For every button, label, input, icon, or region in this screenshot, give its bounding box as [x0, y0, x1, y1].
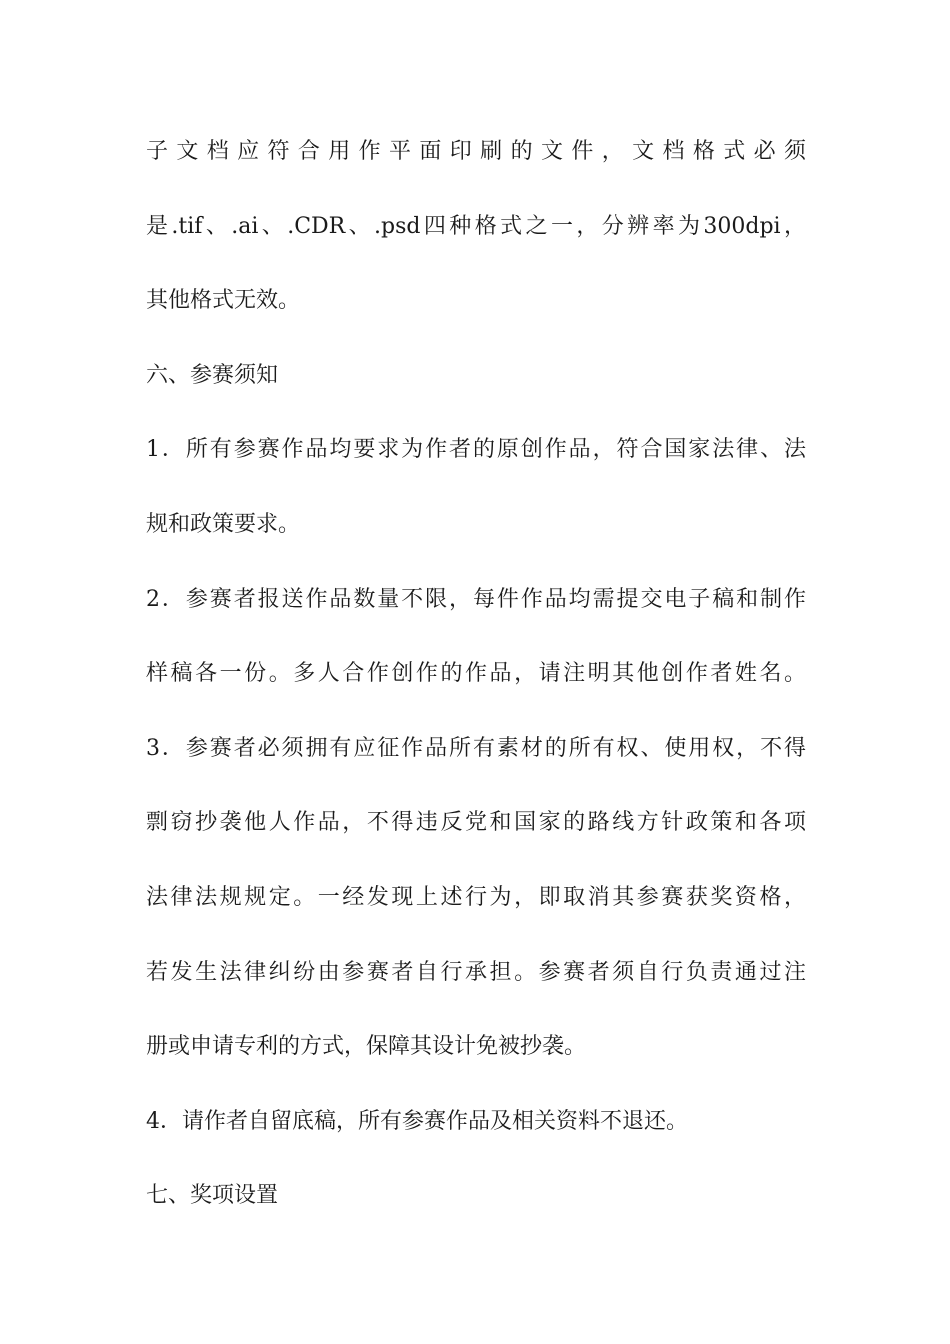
text-line: 是.tif、.ai、.CDR、.psd四种格式之一，分辨率为300dpi，: [146, 213, 806, 239]
text-line: 若发生法律纠纷由参赛者自行承担。参赛者须自行负责通过注: [146, 959, 806, 985]
document-body: [146, 133, 806, 1252]
text-line: 剽窃抄袭他人作品，不得违反党和国家的路线方针政策和各项: [146, 810, 806, 836]
text-line: 册或申请专利的方式，保障其设计免被抄袭。: [146, 1034, 587, 1060]
list-item-3: 3．参赛者必须拥有应征作品所有素材的所有权、使用权，不得: [146, 735, 806, 761]
text-line: 法律法规规定。一经发现上述行为，即取消其参赛获奖资格，: [146, 884, 806, 910]
text-line: 样稿各一份。多人合作创作的作品，请注明其他创作者姓名。: [146, 661, 806, 687]
text-line: 其他格式无效。: [146, 288, 301, 314]
section-heading-seven: 七、奖项设置: [146, 1183, 279, 1209]
list-item-1: 1．所有参赛作品均要求为作者的原创作品，符合国家法律、法: [146, 437, 806, 463]
list-item-2: 2．参赛者报送作品数量不限，每件作品均需提交电子稿和制作: [146, 586, 806, 612]
section-heading-six: 六、参赛须知: [146, 362, 279, 388]
text-line: 子文档应符合用作平面印刷的文件，文档格式必须: [146, 139, 806, 164]
text-line: 规和政策要求。: [146, 511, 301, 537]
list-item-4: 4．请作者自留底稿，所有参赛作品及相关资料不退还。: [146, 1108, 688, 1134]
